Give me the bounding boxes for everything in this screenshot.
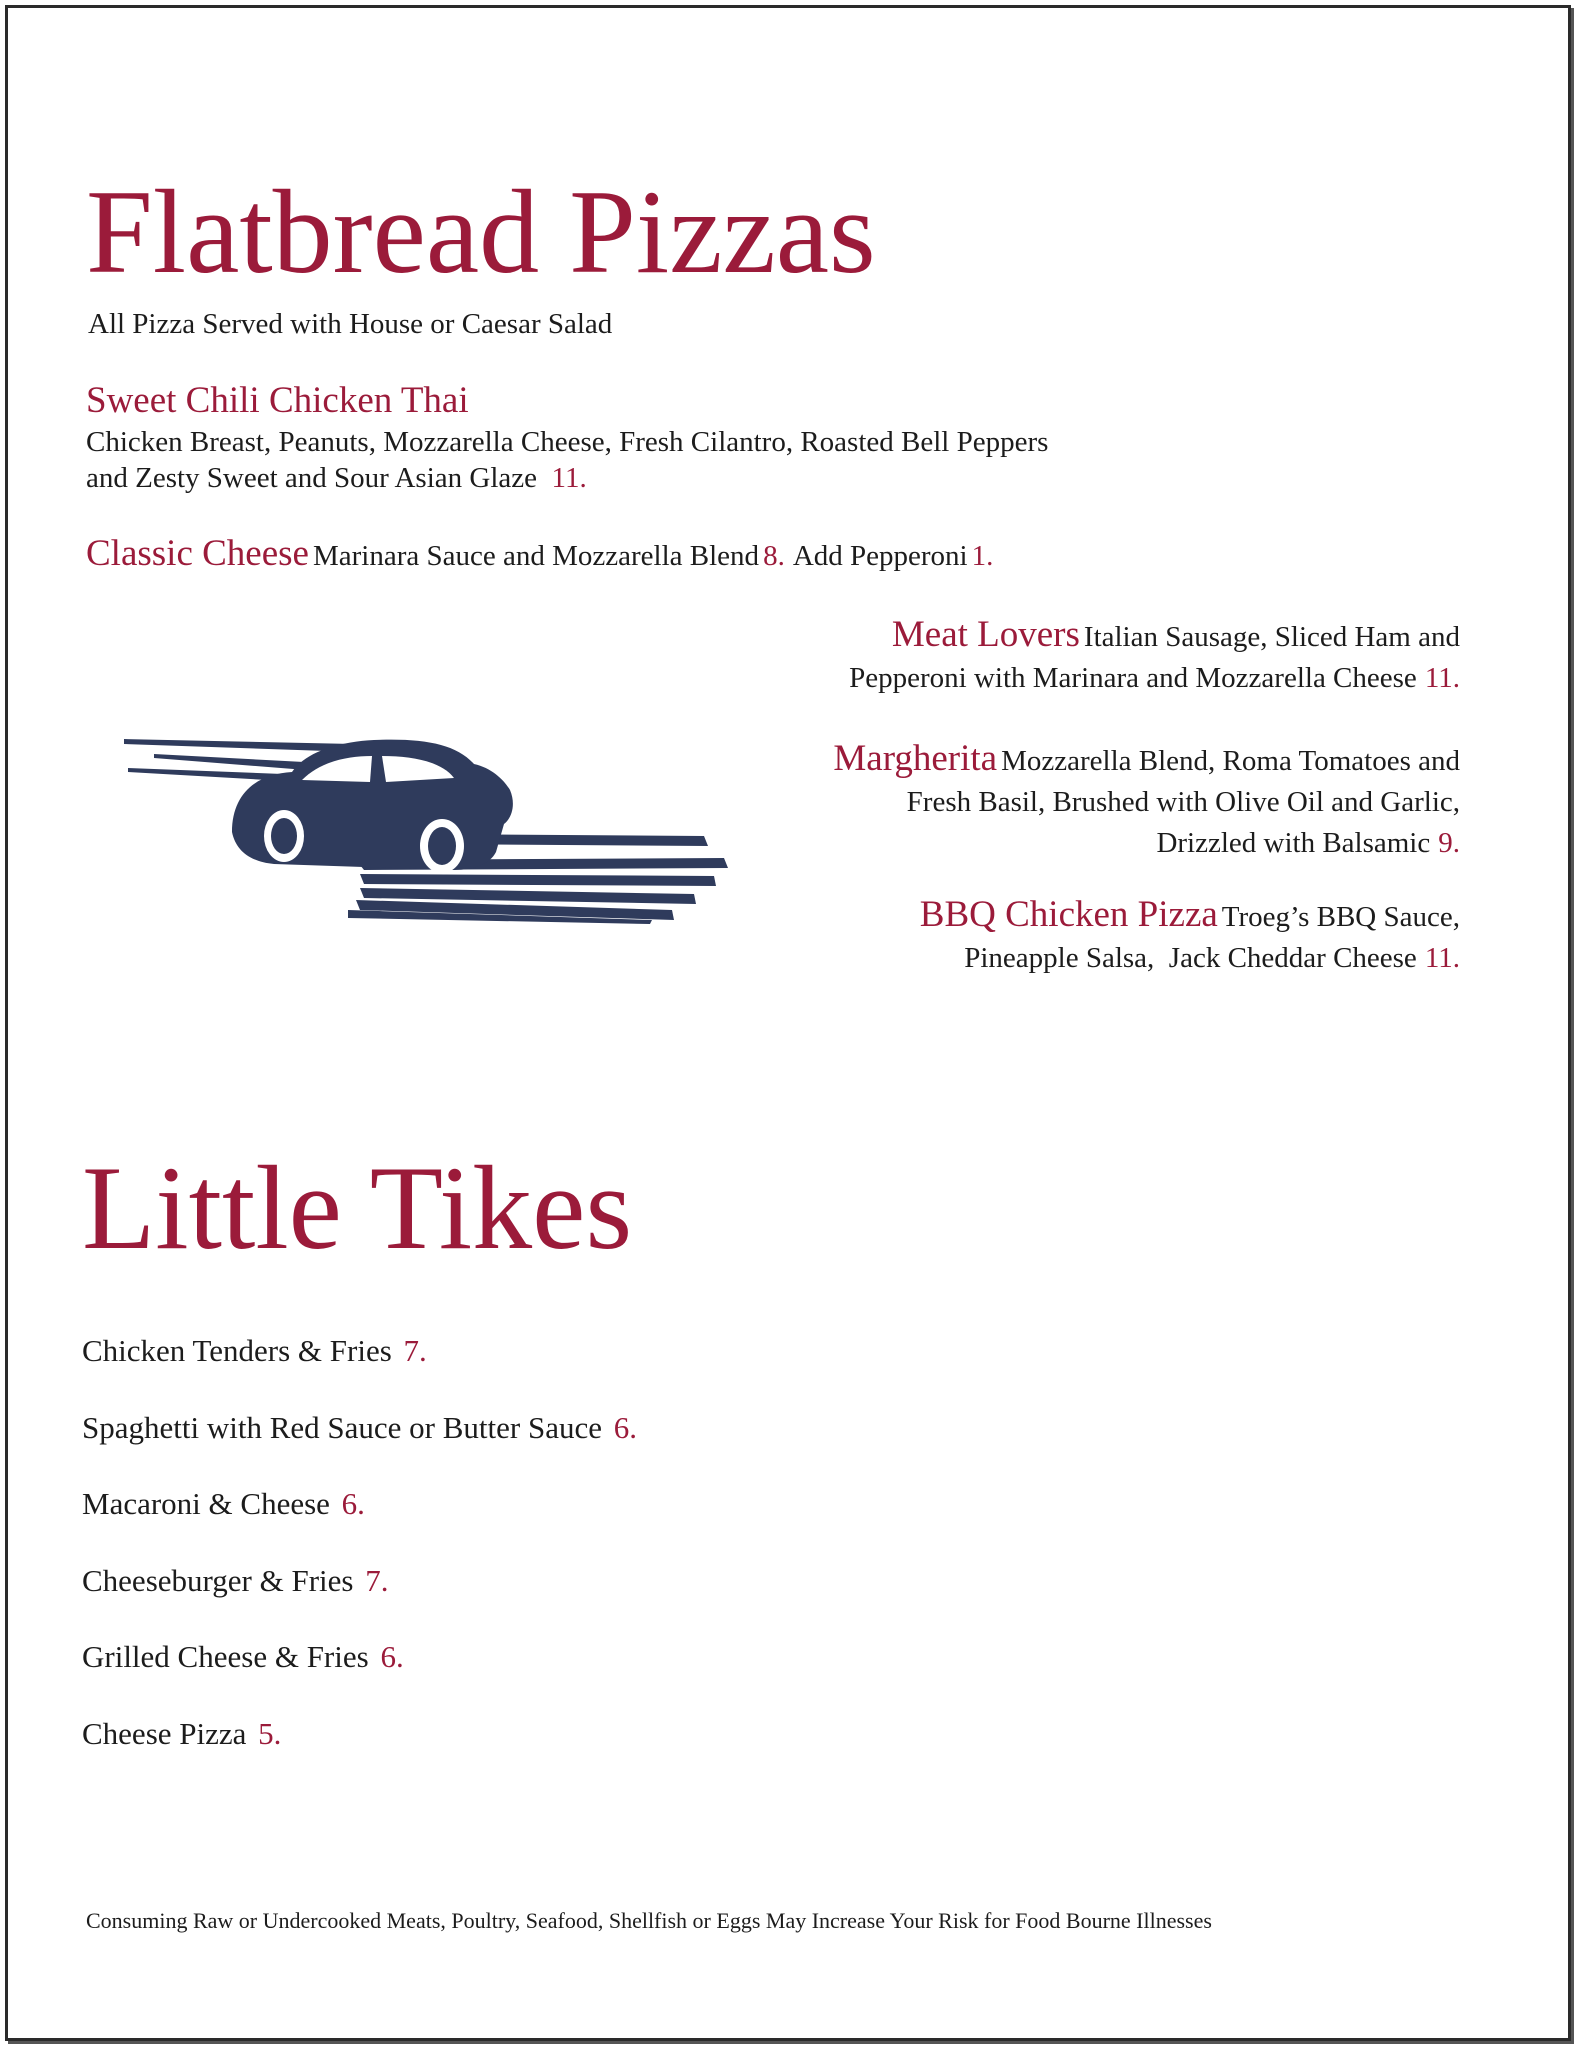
- list-item: Spaghetti with Red Sauce or Butter Sauce 6.: [82, 1409, 637, 1445]
- addon-label: Add Pepperoni: [792, 540, 968, 572]
- flatbread-subtitle: All Pizza Served with House or Caesar Salad: [88, 308, 613, 340]
- item-price: 5.: [258, 1715, 282, 1751]
- item-description: Marinara Sauce and Mozzarella Blend: [312, 540, 760, 572]
- section-title-little-tikes: Little Tikes: [82, 1141, 633, 1274]
- item-price: 8.: [763, 540, 785, 572]
- list-item: Cheese Pizza 5.: [82, 1715, 282, 1751]
- item-description: Chicken Breast, Peanuts, Mozzarella Cheese, Fresh Cilantro, Roasted Bell Peppers and Zesty Sweet and Sour Asian Glaze 11.: [86, 426, 1049, 494]
- speeding-car-icon: [124, 724, 728, 924]
- menu-item-classic-cheese: [86, 530, 993, 585]
- little-tikes-list: [82, 1326, 637, 1785]
- list-item: Chicken Tenders & Fries 7.: [82, 1333, 427, 1368]
- item-price: 6.: [341, 1486, 365, 1521]
- item-name: BBQ Chicken Pizza: [919, 894, 1218, 935]
- item-name: Margherita: [833, 738, 998, 779]
- item-price: 6.: [613, 1409, 637, 1445]
- item-name: Classic Cheese: [86, 533, 309, 574]
- item-price: 11.: [1424, 942, 1460, 974]
- item-name: Meat Lovers: [891, 614, 1080, 655]
- menu-item-sweet-chili-chicken-thai: [86, 378, 1186, 496]
- menu-item-bbq-chicken-pizza: BBQ Chicken Pizza Troeg’s BBQ Sauce, Pineapple Salsa, Jack Cheddar Cheese 11.: [919, 894, 1460, 974]
- item-name: Sweet Chili Chicken Thai: [86, 380, 469, 421]
- addon-price: 1.: [971, 540, 994, 572]
- item-price: 6.: [380, 1639, 404, 1674]
- item-price: 11.: [551, 462, 587, 494]
- food-safety-disclaimer: Consuming Raw or Undercooked Meats, Poultry, Seafood, Shellfish or Eggs May Increase Your Risk for Food Bourne Illnesses: [86, 1908, 1212, 1933]
- item-price: 7.: [365, 1562, 389, 1598]
- menu-item-meat-lovers: Meat Lovers Italian Sausage, Sliced Ham and Pepperoni with Marinara and Mozzarella Cheese 11.: [849, 614, 1460, 694]
- section-title-flatbread: Flatbread Pizzas: [86, 165, 876, 298]
- menu-item-margherita: Margherita Mozzarella Blend, Roma Tomatoes and Fresh Basil, Brushed with Olive Oil and Garlic, Drizzled with Balsamic 9.: [833, 738, 1460, 859]
- item-price: 9.: [1438, 827, 1460, 859]
- list-item: Grilled Cheese & Fries 6.: [82, 1639, 404, 1674]
- list-item: Cheeseburger & Fries 7.: [82, 1562, 389, 1598]
- item-price: 7.: [403, 1333, 427, 1368]
- item-price: 11.: [1424, 662, 1460, 694]
- list-item: Macaroni & Cheese 6.: [82, 1486, 365, 1521]
